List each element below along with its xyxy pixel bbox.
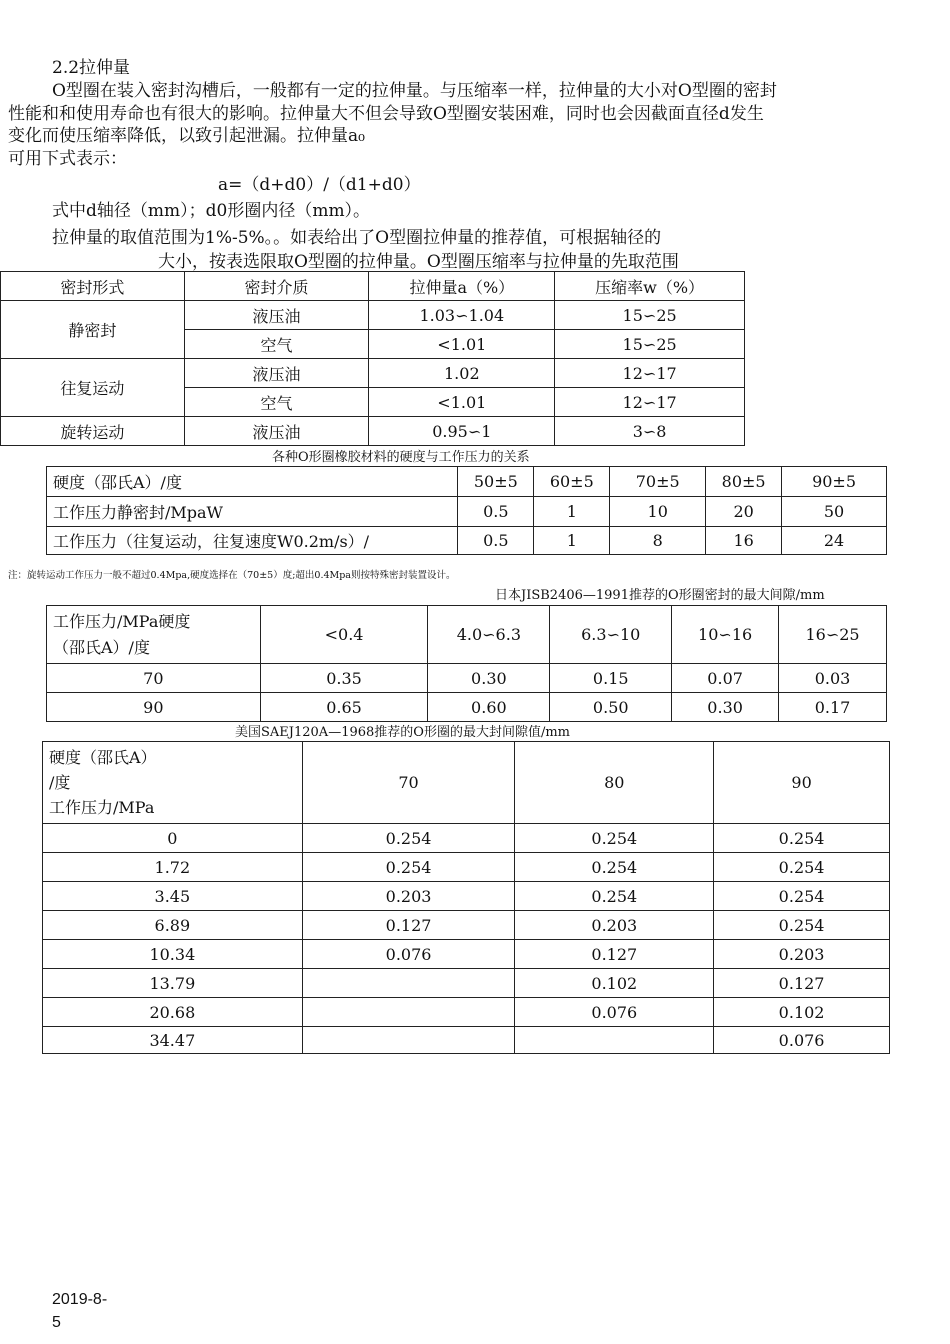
table-cell: 1.02 xyxy=(369,359,555,388)
header-cell: 80 xyxy=(515,742,714,824)
table-cell: 0.60 xyxy=(428,693,550,722)
table-cell: 0.254 xyxy=(515,853,714,882)
table-note: 注：旋转运动工作压力一般不超过0.4Mpa,硬度选择在（70±5）度;超出0.4Mpa则按特殊密封装置设计。 xyxy=(8,570,456,581)
table-caption: 美国SAEJ120A—1968推荐的O形圈的最大封间隙值/mm xyxy=(235,725,570,740)
table-cell: 1.72 xyxy=(43,853,303,882)
header-cell: 70±5 xyxy=(610,467,706,497)
section-heading: 2.2拉伸量 xyxy=(52,58,131,78)
table-cell: 1 xyxy=(534,497,610,527)
footer-date: 2019-8- xyxy=(52,1291,108,1308)
table-cell: 0.102 xyxy=(515,969,714,998)
header-cell: 密封介质 xyxy=(184,272,369,301)
paragraph-line: O型圈在装入密封沟槽后，一般都有一定的拉伸量。与压缩率一样，拉伸量的大小对O型圈的密封 xyxy=(52,81,777,101)
table-cell: 0.95∽1 xyxy=(369,417,555,446)
group-cell: 旋转运动 xyxy=(1,417,185,446)
table-cell: 0.50 xyxy=(550,693,672,722)
table-cell: 20 xyxy=(706,497,782,527)
header-cell: 50±5 xyxy=(458,467,534,497)
table-cell: 0.254 xyxy=(302,824,515,853)
table-cell: 8 xyxy=(610,527,706,555)
table-cell: 液压油 xyxy=(184,301,369,330)
header-cell: 16∽25 xyxy=(779,606,887,664)
formula-explanation: 式中d轴径（mm）；d0形圈内径（mm）。 xyxy=(52,201,371,221)
table-cell: 0.30 xyxy=(672,693,779,722)
table-cell xyxy=(515,1027,714,1054)
table-cell: 0.254 xyxy=(714,882,890,911)
table-cell: 0.254 xyxy=(515,824,714,853)
table-cell: 0.076 xyxy=(714,1027,890,1054)
table-cell: 0.35 xyxy=(260,664,428,693)
paragraph-line: 性能和和使用寿命也有很大的影响。拉伸量大不但会导致O型圈安装困难，同时也会因截面直径d发生 xyxy=(8,104,764,124)
table-cell: 0.254 xyxy=(714,824,890,853)
paragraph-line: 拉伸量的取值范围为1%-5%。。如表给出了O型圈拉伸量的推荐值，可根据轴径的 xyxy=(52,228,662,248)
table-cell: 0.254 xyxy=(515,882,714,911)
table-cell: 液压油 xyxy=(184,417,369,446)
table-cell: 0.102 xyxy=(714,998,890,1027)
corner-header-line: （邵氏A）/度 xyxy=(53,637,150,657)
table-cell: 0.15 xyxy=(550,664,672,693)
header-cell: 90±5 xyxy=(782,467,887,497)
table-cell: 12∽17 xyxy=(555,359,745,388)
header-cell: 拉伸量a（%） xyxy=(369,272,555,301)
table-cell: 1 xyxy=(534,527,610,555)
header-cell: 4.0∽6.3 xyxy=(428,606,550,664)
table-cell: 液压油 xyxy=(184,359,369,388)
table-cell: <1.01 xyxy=(369,388,555,417)
table-caption: 各种O形圈橡胶材料的硬度与工作压力的关系 xyxy=(272,450,530,465)
table-cell: 12∽17 xyxy=(555,388,745,417)
table-cell xyxy=(302,1027,515,1054)
header-cell: 80±5 xyxy=(706,467,782,497)
table-cell xyxy=(302,998,515,1027)
stretch-compression-table xyxy=(0,271,745,446)
table-cell: 90 xyxy=(47,693,261,722)
table-cell: 空气 xyxy=(184,388,369,417)
table-cell: 0 xyxy=(43,824,303,853)
table-cell: 0.203 xyxy=(515,911,714,940)
table-cell: 3.45 xyxy=(43,882,303,911)
table-cell: 0.254 xyxy=(714,853,890,882)
table-cell: 0.17 xyxy=(779,693,887,722)
table-cell: 0.03 xyxy=(779,664,887,693)
table-cell: 16 xyxy=(706,527,782,555)
table-cell: 1.03∽1.04 xyxy=(369,301,555,330)
header-cell: 密封形式 xyxy=(1,272,185,301)
table-cell: 0.076 xyxy=(302,940,515,969)
table-cell: 0.254 xyxy=(302,853,515,882)
table-cell xyxy=(302,969,515,998)
sae-clearance-table xyxy=(42,741,890,1054)
table-cell: 空气 xyxy=(184,330,369,359)
header-cell: 10∽16 xyxy=(672,606,779,664)
hardness-pressure-table xyxy=(46,466,887,555)
table-cell: 0.07 xyxy=(672,664,779,693)
header-cell: 6.3∽10 xyxy=(550,606,672,664)
table-cell: 6.89 xyxy=(43,911,303,940)
header-cell: 70 xyxy=(302,742,515,824)
table-cell: 0.203 xyxy=(714,940,890,969)
paragraph-line: 大小，按表选限取O型圈的拉伸量。O型圈压缩率与拉伸量的先取范围 xyxy=(158,252,679,272)
table-cell: 50 xyxy=(782,497,887,527)
header-cell: 60±5 xyxy=(534,467,610,497)
table-cell: 34.47 xyxy=(43,1027,303,1054)
row-label: 工作压力静密封/MpaW xyxy=(47,497,458,527)
table-cell: 70 xyxy=(47,664,261,693)
table-cell: 24 xyxy=(782,527,887,555)
group-cell: 静密封 xyxy=(1,301,185,359)
table-cell: 0.5 xyxy=(458,497,534,527)
table-cell: 20.68 xyxy=(43,998,303,1027)
table-cell: 15∽25 xyxy=(555,330,745,359)
corner-header-line: 硬度（邵氏A） xyxy=(49,748,157,767)
table-caption: 日本JISB2406—1991推荐的O形圈密封的最大间隙/mm xyxy=(495,588,825,603)
header-cell: <0.4 xyxy=(260,606,428,664)
table-cell: 10.34 xyxy=(43,940,303,969)
table-cell: 0.076 xyxy=(515,998,714,1027)
table-cell: 13.79 xyxy=(43,969,303,998)
formula: a=（d+d0）/（d1+d0） xyxy=(218,175,421,195)
paragraph-line: 可用下式表示： xyxy=(8,149,127,169)
corner-header xyxy=(43,742,303,824)
row-label: 硬度（邵氏A）/度 xyxy=(47,467,458,497)
table-cell: 0.127 xyxy=(302,911,515,940)
table-cell: 0.65 xyxy=(260,693,428,722)
table-cell: 0.203 xyxy=(302,882,515,911)
table-cell: 0.127 xyxy=(714,969,890,998)
header-cell: 90 xyxy=(714,742,890,824)
corner-header-line: /度 xyxy=(49,773,71,792)
table-cell: 0.5 xyxy=(458,527,534,555)
row-label: 工作压力（往复运动，往复速度W0.2m/s）/ xyxy=(47,527,458,555)
table-cell: 15∽25 xyxy=(555,301,745,330)
corner-header xyxy=(47,606,261,664)
table-cell: 0.127 xyxy=(515,940,714,969)
table-cell: 0.30 xyxy=(428,664,550,693)
table-cell: 3∽8 xyxy=(555,417,745,446)
group-cell: 往复运动 xyxy=(1,359,185,417)
jis-clearance-table xyxy=(46,605,887,722)
header-cell: 压缩率w（%） xyxy=(555,272,745,301)
footer-date: 5 xyxy=(52,1314,61,1331)
table-cell: 0.254 xyxy=(714,911,890,940)
corner-header-line: 工作压力/MPa硬度 xyxy=(53,611,191,631)
corner-header-line: 工作压力/MPa xyxy=(49,798,155,817)
paragraph-line: 变化而使压缩率降低，以致引起泄漏。拉伸量a₀ xyxy=(8,126,365,146)
table-cell: <1.01 xyxy=(369,330,555,359)
table-cell: 10 xyxy=(610,497,706,527)
